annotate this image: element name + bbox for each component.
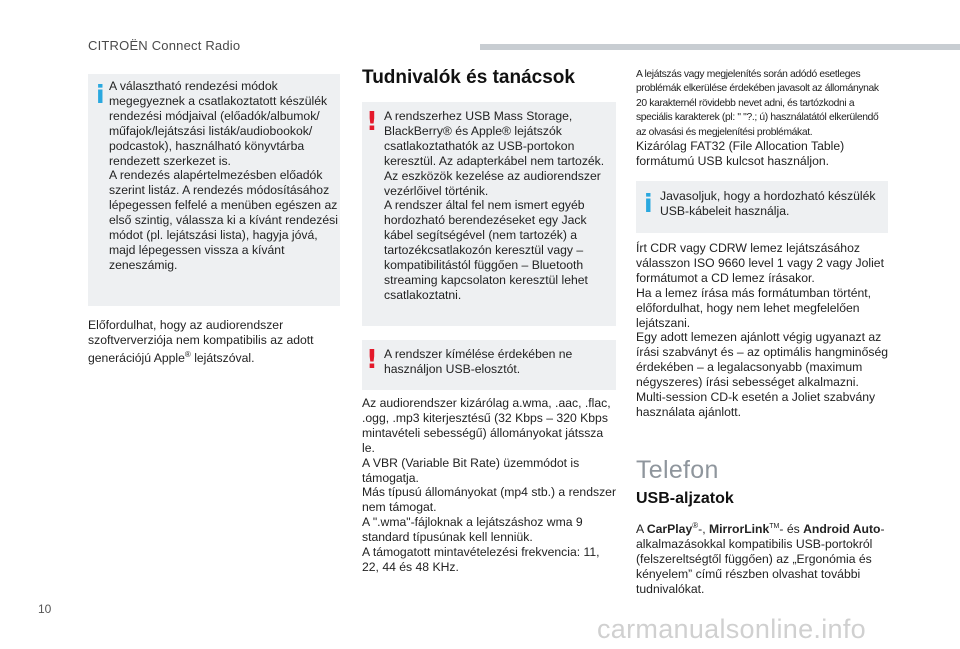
cd-paragraph: Írt CDR vagy CDRW lemez lejátszásához válasszon ISO 9660 level 1 vagy 2 vagy Joliet formátumot a CD lemez írásakor. Ha a lemez írása más formátumban történt, előfordulhat, hogy nem lehet megfelelően lejátszani. Egy adott lemezen ajánlott végig ugyanazt az írási szabványt és – az optimális hangminőség érdekében – a legalacsonyabb (maximum négyszeres) írási sebességet alkalmazni. Multi-session CD-k esetén a Joliet szabvány használata ajánlott. <box>636 241 889 419</box>
fat32-paragraph: Kizárólag FAT32 (File Allocation Table) formátumú USB kulcsot használjon. <box>636 139 845 168</box>
filename-note: A lejátszás vagy megjelenítés során adódó esetleges problémák elkerülése érdekében javasolt az állománynak 20 karakternél rövidebb nevet adni, és tartózkodni a speciális karakterek (pl: " "?.; ú) használatától elkerülendő az olvasási és megjelenítési problémákat. <box>636 69 879 138</box>
warning-text-3: A rendszer által fel nem ismert egyéb hordozható berendezéseket egy Jack kábel segítségével (nem tartozék) a tartozékcsatlakozón keresztül vagy – kompatibilitástól függően – Bluetooth streaming kapcsolaton keresztül lehet csatlakoztatni. <box>384 198 588 302</box>
running-header: CITROËN Connect Radio <box>88 38 241 53</box>
info-box-text-2: A rendezés alapértelmezésben előadók szerint listáz. A rendezés módosításához lépegessen felfelé a menüben egészen az első szintig, válassza ki a kívánt rendezési módot (pl. lejátszási lista), hagyja jóvá, majd lépegessen vissza a kívánt zeneszámig. <box>109 168 338 272</box>
info-box-cable <box>636 181 888 233</box>
page-number: 10 <box>38 602 52 616</box>
telefon-heading: Telefon <box>636 456 719 484</box>
info-cable-text: Javasoljuk, hogy a hordozható készülék USB-kábeleit használja. <box>660 189 876 218</box>
warning-icon: ! <box>366 107 378 137</box>
usb-heading: USB-aljzatok <box>636 490 734 507</box>
section-heading: Tudnivalók és tanácsok <box>362 67 575 88</box>
warning-box-usb <box>362 102 616 326</box>
apple-compat-paragraph: Előfordulhat, hogy az audiorendszer szoftververziója nem kompatibilis az adott generációjú Apple® lejátszóval. <box>88 318 314 365</box>
warning-box-hub <box>362 340 616 390</box>
warning-icon: ! <box>366 345 378 375</box>
warning-text-2: Az eszközök kezelése az audiorendszer vezérlőivel történik. <box>384 168 601 198</box>
file-format-paragraph: Az audiorendszer kizárólag a.wma, .aac, .flac, .ogg, .mp3 kiterjesztésű (32 Kbps – 320 Kbps mintavételi sebességű) állományokat játssza le. A VBR (Variable Bit Rate) üzemmódot is támogatja. Más típusú állományokat (mp4 stb.) a rendszer nem támogat. A ".wma"-fájloknak a lejátszáshoz wma 9 standard típusúnak kell lenniük. A támogatott mintavételezési frekvencia: 11, 22, 44 és 48 KHz. <box>362 396 617 574</box>
info-icon: i <box>96 80 105 109</box>
header-bar <box>480 44 960 50</box>
info-box-sorting <box>88 74 340 306</box>
usb-paragraph: A CarPlay®-, MirrorLink™- és Android Auto-alkalmazásokkal kompatibilis USB-portokról (felszereltségtől függően) az „Ergonómia és kényelem” című részben olvashat további tudnivalókat. <box>636 521 885 596</box>
warning-hub-text: A rendszer kímélése érdekében ne használjon USB-elosztót. <box>384 347 573 376</box>
info-icon: i <box>644 189 653 218</box>
info-box-text-1: A választható rendezési módok megegyeznek a csatlakoztatott készülék rendezési módjaival (előadók/albumok/ műfajok/lejátszási listák/audiobookok/ podcastok), használható könyvtárba rendezett szerkezet is. <box>109 79 328 168</box>
watermark: carmanualsonline.info <box>597 614 866 644</box>
warning-text-1: A rendszerhez USB Mass Storage, BlackBerry® és Apple® lejátszók csatlakoztathatók az USB-portokon keresztül. Az adapterkábel nem tartozék. <box>384 109 605 168</box>
